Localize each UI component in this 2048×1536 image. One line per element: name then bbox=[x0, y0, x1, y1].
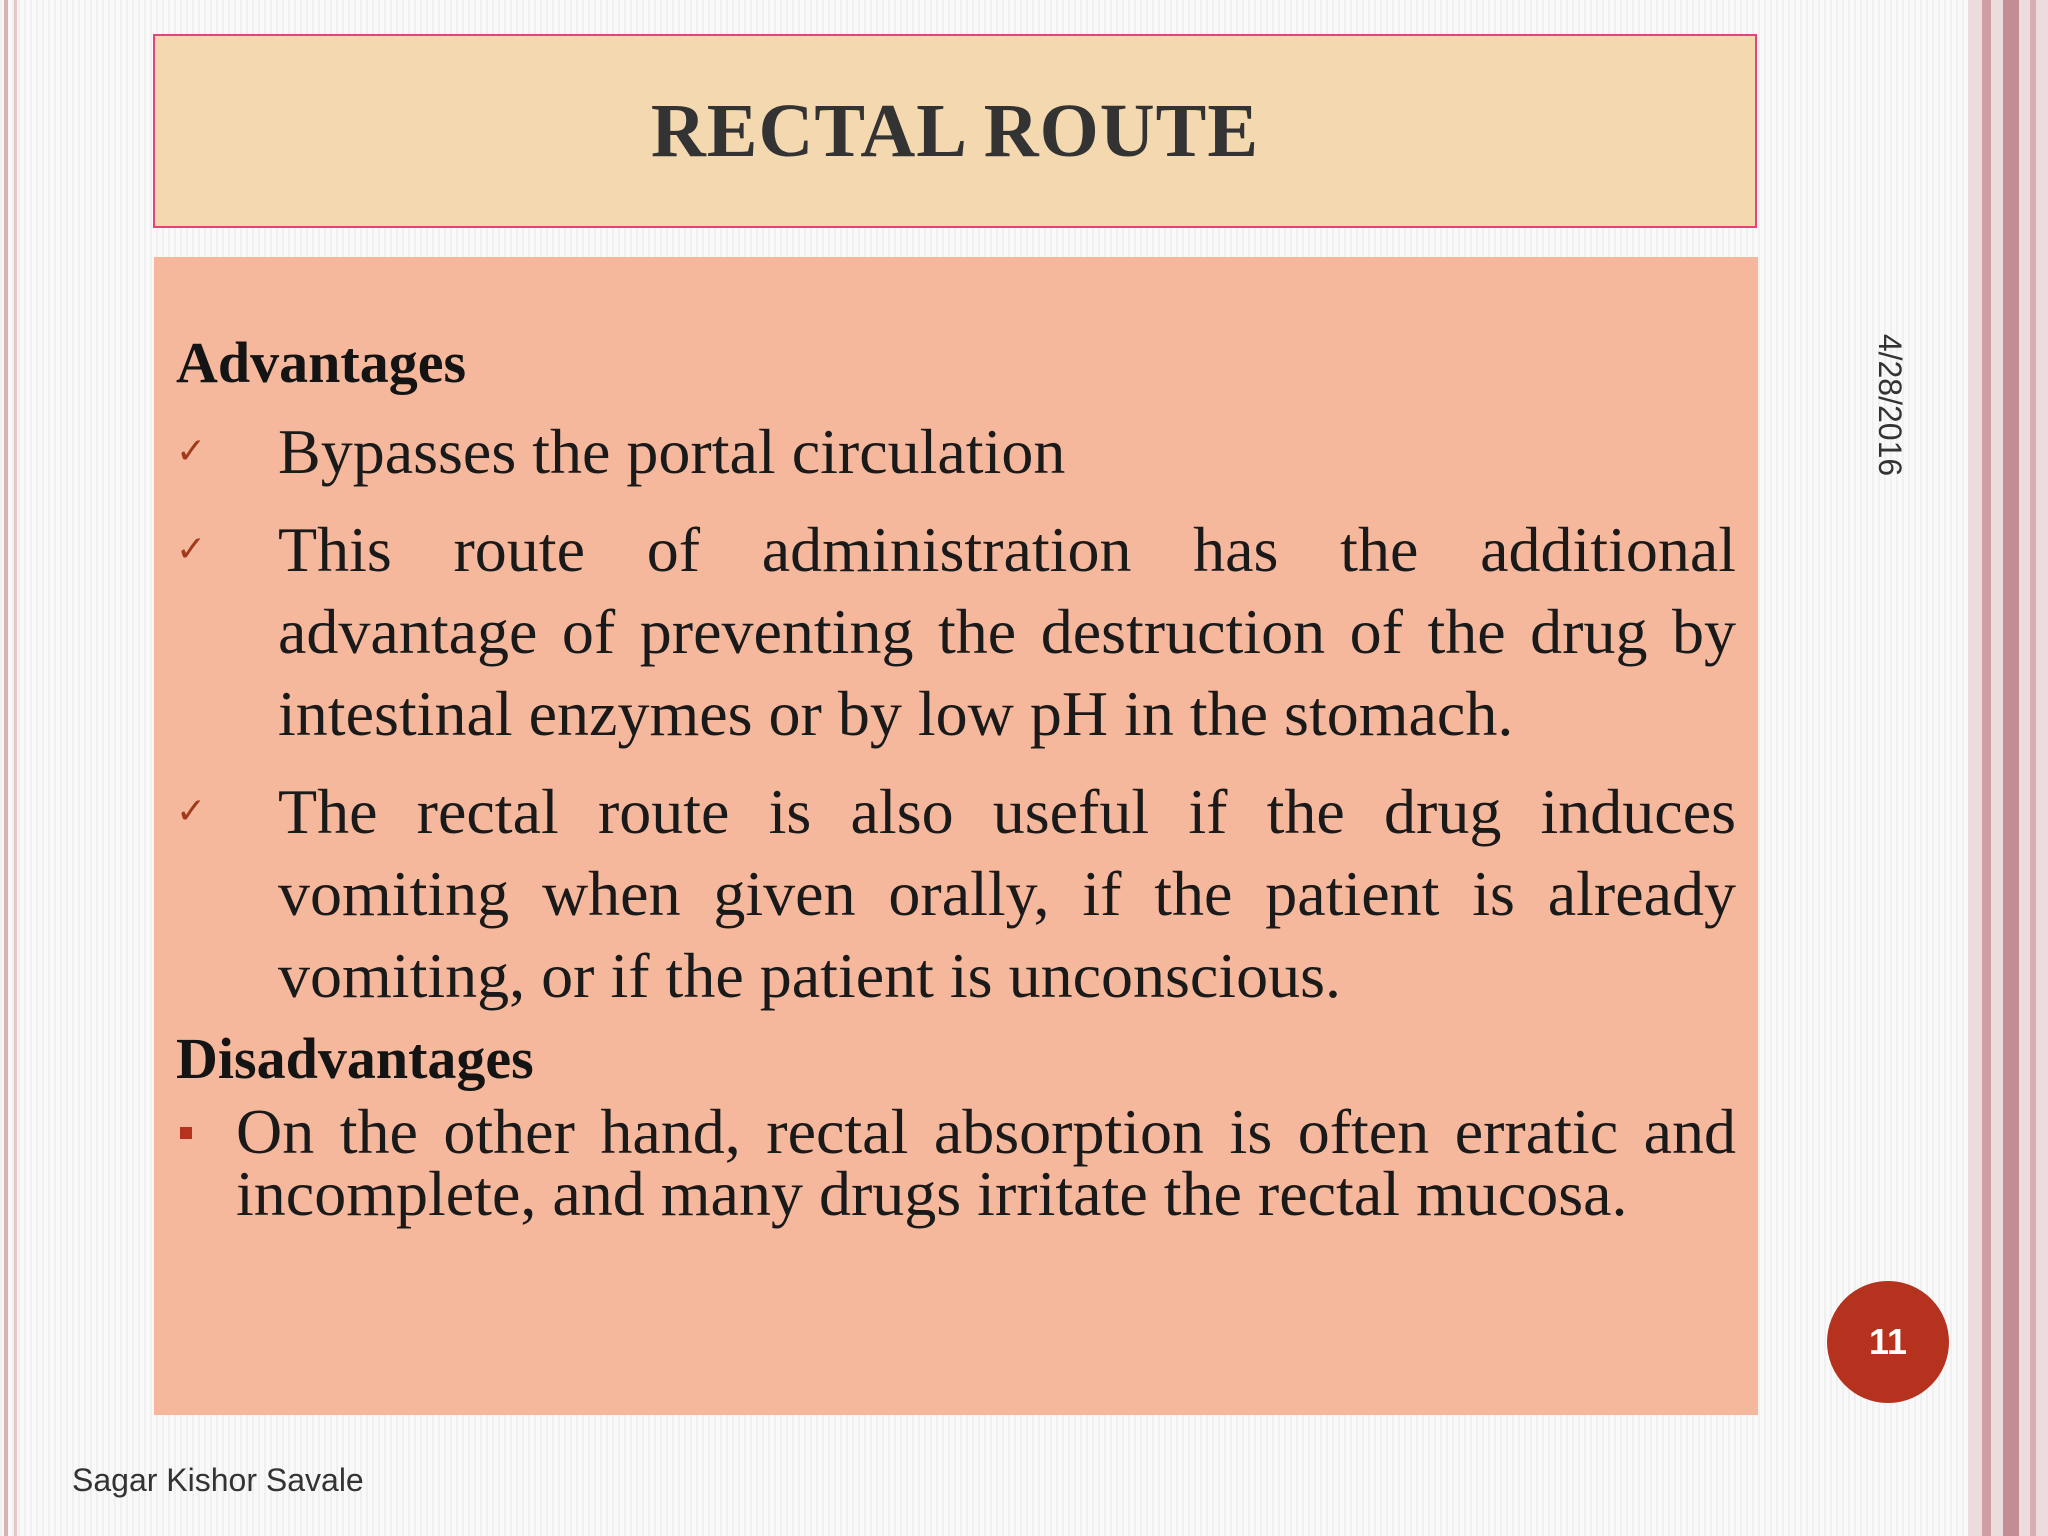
right-decorative-stripe bbox=[1982, 0, 1991, 1536]
advantages-list bbox=[176, 411, 1736, 1017]
slide-title-box bbox=[153, 34, 1757, 228]
author-footer: Sagar Kishor Savale bbox=[72, 1462, 364, 1498]
advantage-text: The rectal route is also useful if the drug induces vomiting when given orally, if the patient is already vomiting, or if the patient is unconscious. bbox=[278, 776, 1736, 1011]
slide-date: 4/28/2016 bbox=[1872, 333, 1908, 477]
left-decorative-stripe bbox=[4, 0, 8, 1536]
advantages-heading: Advantages bbox=[176, 330, 467, 395]
advantage-text: Bypasses the portal circulation bbox=[278, 416, 1066, 487]
disadvantages-heading: Disadvantages bbox=[176, 1026, 534, 1091]
checkmark-icon: ✓ bbox=[176, 431, 207, 472]
right-decorative-stripe bbox=[2030, 0, 2036, 1536]
checkmark-icon: ✓ bbox=[176, 791, 207, 832]
left-decorative-stripe-thin bbox=[14, 0, 17, 1536]
slide-title: RECTAL ROUTE bbox=[650, 88, 1260, 173]
checkmark-icon: ✓ bbox=[176, 529, 207, 570]
advantage-item bbox=[176, 771, 1736, 1017]
right-decorative-stripe bbox=[2003, 0, 2019, 1536]
advantage-text: This route of administration has the additional advantage of preventing the destruction of the drug by intestinal enzymes or by low pH in the stomach. bbox=[278, 514, 1736, 749]
slide-number-badge bbox=[1827, 1281, 1949, 1403]
advantage-item bbox=[176, 411, 1736, 493]
disadvantage-item bbox=[176, 1096, 1736, 1229]
slide-number: 11 bbox=[1868, 1321, 1908, 1362]
disadvantage-text: On the other hand, rectal absorption is often erratic and incomplete, and many drugs irritate the rectal mucosa. bbox=[236, 1096, 1736, 1229]
slide-content bbox=[154, 257, 1758, 1415]
square-bullet-icon bbox=[176, 1101, 236, 1171]
advantage-item bbox=[176, 509, 1736, 755]
